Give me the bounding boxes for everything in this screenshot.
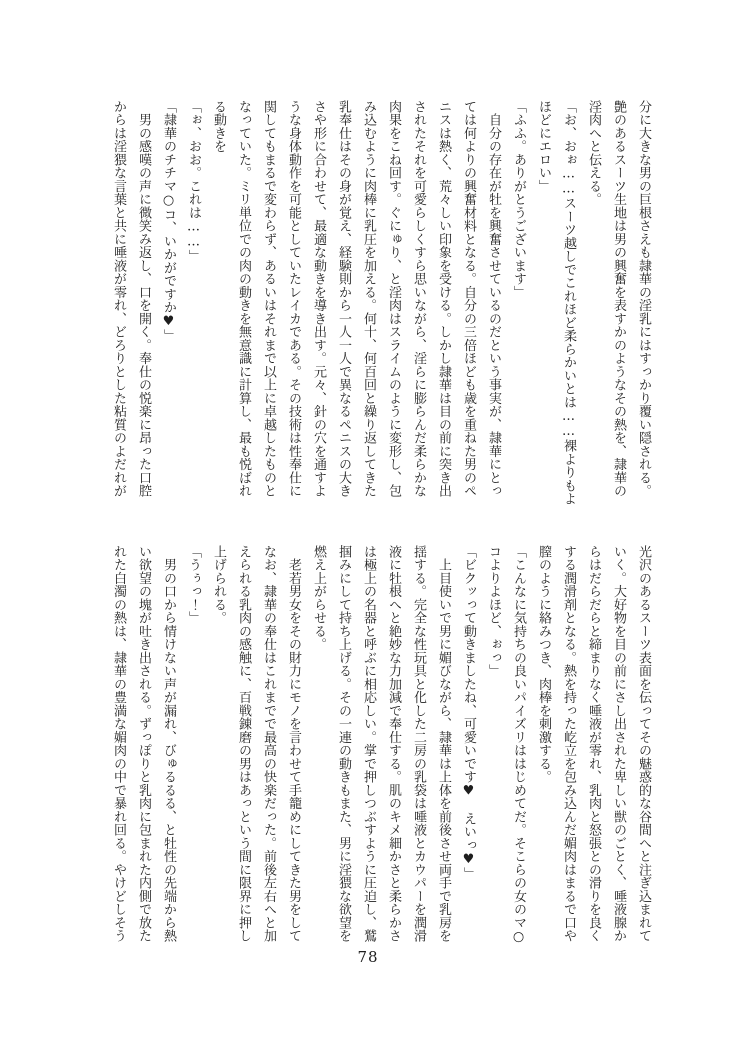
text-line: されたそれを可愛らしくすら思いながら、淫らに膨らんだ柔らかな bbox=[411, 100, 426, 498]
text-line: コよりよほど、ぉっ」 bbox=[486, 545, 501, 678]
text-line: れた白濁の熱は、隷華の豊満な媚肉の中で暴れ回る。やけどしそう bbox=[111, 545, 126, 943]
text-line: 肉果をこね回す。ぐにゅり、と淫肉はスライムのように変形し、包 bbox=[386, 100, 401, 498]
text-block-top bbox=[106, 100, 656, 506]
text-line: 光沢のあるスーツ表面を伝ってその魅惑的な谷間へと注ぎ込まれて bbox=[636, 545, 651, 943]
text-line: 関してもまるで変わらず、あるいはそれまで以上に卓越したものと bbox=[261, 100, 276, 498]
page-number: 78 bbox=[357, 948, 379, 966]
text-line: 膣のように絡みつき、肉棒を刺激する。 bbox=[536, 545, 551, 784]
text-line: らはだらだらと締まりなく唾液が零れ、乳肉と怒張との滑りを良く bbox=[586, 545, 601, 943]
text-line: 「ビクッって動きましたね、可愛いです♥ えいっ♥」 bbox=[461, 545, 476, 881]
text-line: からは淫猥な言葉と共に唾液が零れ、どろりとした粘質のよだれが bbox=[111, 100, 126, 498]
text-line: 掴みにして持ち上げる。その一連の動きもまた、男に淫猥な欲望を bbox=[336, 545, 351, 943]
text-line: 上げられる。 bbox=[211, 545, 226, 625]
text-line: 上目使いで男に媚びながら、隷華は上体を前後させ両手で乳房を bbox=[436, 545, 451, 943]
text-line: い欲望の塊が吐き出される。ずっぽりと乳肉に包まれた内側で放た bbox=[136, 545, 151, 943]
text-line: 自分の存在が牡を興奮させているのだという事実が、隷華にとっ bbox=[486, 100, 501, 498]
text-line: うな身体動作を可能としていたレイカである。その技術は性奉仕に bbox=[286, 100, 301, 498]
text-line: 分に大きな男の巨根さえも隷華の淫乳にはすっかり覆い隠される。 bbox=[636, 100, 651, 498]
text-line: 「ふふ。ありがとうございます」 bbox=[511, 100, 526, 299]
text-line: 「ぉ、おお。これは……」 bbox=[186, 100, 201, 263]
text-line: 「こんなに気持ちの良いパイズリははじめてだ。そこらの女のマ○ bbox=[511, 545, 526, 945]
text-line: 淫肉へと伝える。 bbox=[586, 100, 601, 206]
text-line: 揺する。完全な性玩具と化した二房の乳袋は唾液とカウパーを潤滑 bbox=[411, 545, 426, 943]
text-line: する潤滑剤となる。熱を持った屹立を包み込んだ媚肉はまるで口や bbox=[561, 545, 576, 943]
text-line: み込むように肉棒に乳圧を加える。何十、何百回と繰り返してきた bbox=[361, 100, 376, 498]
text-line: なお、隷華の奉仕はこれまでで最高の快楽だった。前後左右へと加 bbox=[261, 545, 276, 943]
text-line: は極上の名器と呼ぶに相応しい。掌で押しつぶすように圧迫し、鷲 bbox=[361, 545, 376, 943]
text-line: 燃え上がらせる。 bbox=[311, 545, 326, 651]
text-line: ニスは熱く、荒々しい印象を受ける。しかし隷華は目の前に突き出 bbox=[436, 100, 451, 498]
text-line: 老若男女をその財力にモノを言わせて手籠めにしてきた男をして bbox=[286, 545, 301, 943]
text-line: いく。大好物を目の前にさし出された卑しい獣のごとく、唾液腺か bbox=[611, 545, 626, 943]
text-line: 乳奉仕はその身が覚え、経験則から一人一人で異なるペニスの大き bbox=[336, 100, 351, 498]
text-line: 「隷華のチチマ○コ、いかがですか♥」 bbox=[161, 100, 176, 343]
text-line: 「うぅっ！」 bbox=[186, 545, 201, 625]
text-line: 男の感嘆の声に微笑み返し、口を開く。奉仕の悦楽に昂った口腔 bbox=[136, 100, 151, 498]
text-block-bottom bbox=[106, 545, 656, 946]
text-line: なっていた。ミリ単位での肉の動きを無意識に計算し、最も悦ばれ bbox=[236, 100, 251, 498]
text-line: ては何よりの興奮材料となる。自分の三倍ほども歳を重ねた男のペ bbox=[461, 100, 476, 498]
text-line: 艶のあるスーツ生地は男の興奮を表すかのようなその熱を、隷華の bbox=[611, 100, 626, 498]
text-line: 「お、おぉ……スーツ越しでこれほど柔らかいとは……裸よりもよ bbox=[561, 100, 576, 506]
text-line: さや形に合わせて、最適な動きを導き出す。元々、針の穴を通すよ bbox=[311, 100, 326, 498]
text-line: 液に牡根へと絶妙な力加減で奉仕する。肌のキメ細かさと柔らかさ bbox=[386, 545, 401, 943]
text-line: えられる乳肉の感触に、百戦錬磨の男はあっという間に限界に押し bbox=[236, 545, 251, 943]
text-line: ほどにエロい」 bbox=[536, 100, 551, 193]
text-line: る動きを bbox=[211, 100, 226, 153]
text-line: 男の口から情けない声が漏れ、びゅるるる、と牡性の先端から熱 bbox=[161, 545, 176, 943]
